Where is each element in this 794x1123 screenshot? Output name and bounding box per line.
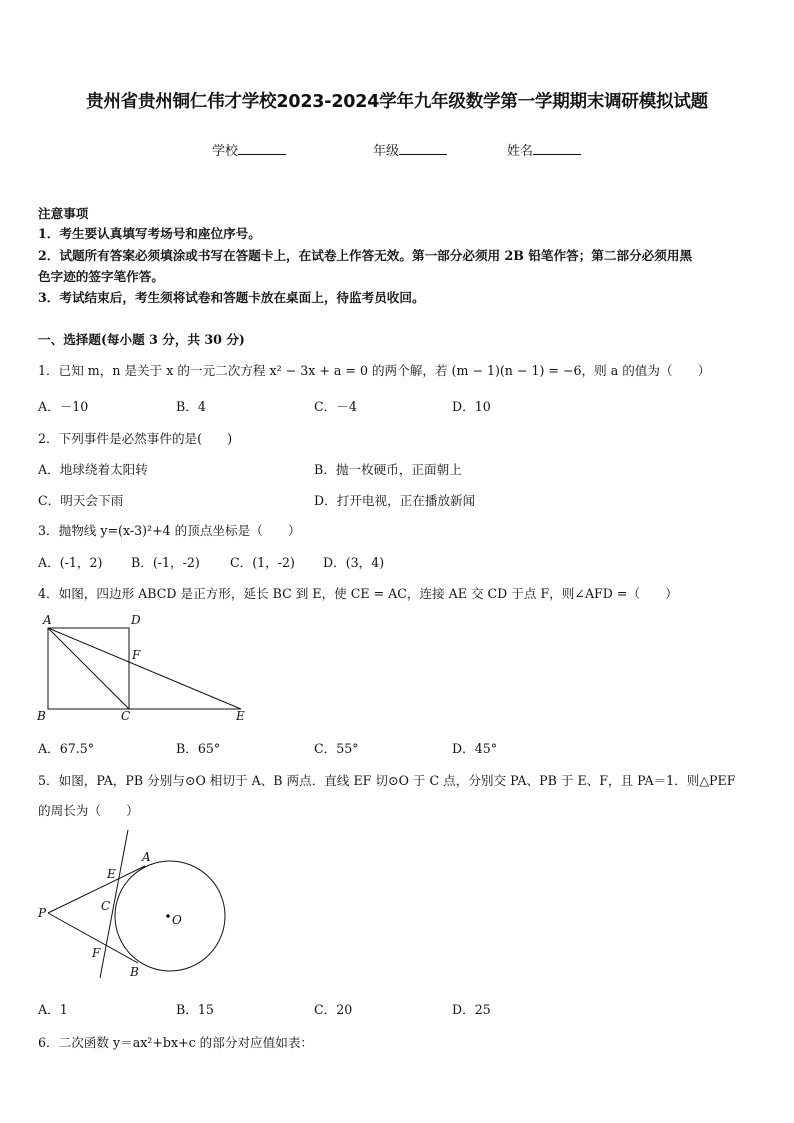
label-a: A xyxy=(43,613,52,627)
question-3: 3．抛物线 y=(x-3)²+4 的顶点坐标是（ ） xyxy=(38,523,301,538)
circle-tangent-diagram xyxy=(30,828,240,988)
q4-option-d: D．45° xyxy=(452,741,498,756)
q1-option-a: A．－10 xyxy=(38,399,89,414)
segment-ae xyxy=(48,628,241,709)
q2-option-d: D．打开电视，正在播放新闻 xyxy=(314,493,476,508)
q3-option-b: B．(-1，-2) xyxy=(131,555,200,570)
q1-option-c: C．－4 xyxy=(314,399,357,414)
grade-blank xyxy=(399,142,447,155)
label-o: O xyxy=(172,913,182,927)
q2-option-a: A．地球绕着太阳转 xyxy=(38,462,148,477)
name-field xyxy=(507,140,581,159)
q2-option-b: B．抛一枚硬币，正面朝上 xyxy=(314,462,462,477)
q3-option-a: A．(-1，2) xyxy=(38,555,103,570)
question-6: 6．二次函数 y＝ax²+bx+c 的部分对应值如表： xyxy=(38,1035,314,1050)
tangent-pa xyxy=(48,866,145,913)
notice-heading: 注意事项 xyxy=(38,206,89,221)
name-blank xyxy=(533,142,581,155)
page-title: 贵州省贵州铜仁伟才学校2023-2024学年九年级数学第一学期期末调研模拟试题 xyxy=(86,92,708,112)
question-4: 4．如图，四边形 ABCD 是正方形，延长 BC 到 E，使 CE = AC，连接 AE 交 CD 于点 F，则∠AFD =（ ） xyxy=(38,586,678,601)
center-point xyxy=(166,914,170,918)
square-diagram xyxy=(30,610,260,728)
q3-option-d: D．(3，4) xyxy=(323,555,385,570)
grade-field xyxy=(373,140,447,159)
circle-o xyxy=(115,861,225,971)
q4-option-a: A．67.5° xyxy=(38,741,95,756)
q4-option-b: B．65° xyxy=(176,741,221,756)
grade-label: 年级 xyxy=(373,144,400,159)
question-5-line1: 5．如图，PA，PB 分别与⊙O 相切于 A、B 两点．直线 EF 切⊙O 于 C 点，分别交 PA、PB 于 E、F，且 PA＝1．则△PEF xyxy=(38,773,736,788)
q5-option-a: A．1 xyxy=(38,1002,68,1017)
q5-option-b: B．15 xyxy=(176,1002,214,1017)
notice-item: 1．考生要认真填写考场号和座位序号。 xyxy=(38,226,261,241)
notice-item: 2．试题所有答案必须填涂或书写在答题卡上，在试卷上作答无效。第一部分必须用 2B 铅笔作答；第二部分必须用黑 xyxy=(38,248,693,263)
label-b: B xyxy=(130,965,139,979)
name-label: 姓名 xyxy=(507,144,534,159)
label-e: E xyxy=(107,867,116,881)
label-p: P xyxy=(38,906,47,920)
label-e: E xyxy=(236,709,245,723)
section-heading: 一、选择题(每小题 3 分，共 30 分) xyxy=(38,332,245,347)
school-field xyxy=(212,140,286,159)
label-f: F xyxy=(132,648,141,662)
question-1: 1．已知 m，n 是关于 x 的一元二次方程 x² − 3x + a = 0 的两个解，若 (m − 1)(n − 1) = −6，则 a 的值为（ ） xyxy=(38,363,711,378)
q1-option-b: B．4 xyxy=(176,399,206,414)
label-d: D xyxy=(131,613,141,627)
q1-option-d: D．10 xyxy=(452,399,491,414)
school-label: 学校 xyxy=(212,144,239,159)
question-2: 2．下列事件是必然事件的是( ) xyxy=(38,431,233,446)
notice-item: 3．考试结束后，考生须将试卷和答题卡放在桌面上，待监考员收回。 xyxy=(38,290,425,305)
school-blank xyxy=(238,142,286,155)
diagonal-ac xyxy=(48,628,129,709)
label-b: B xyxy=(37,709,46,723)
question-5-line2: 的周长为（ ） xyxy=(38,803,139,818)
q4-option-c: C．55° xyxy=(314,741,359,756)
label-c: C xyxy=(121,709,131,723)
notice-item: 色字迹的签字笔作答。 xyxy=(38,269,164,284)
label-f: F xyxy=(92,946,101,960)
label-a: A xyxy=(142,850,151,864)
q5-option-d: D．25 xyxy=(452,1002,491,1017)
q2-option-c: C．明天会下雨 xyxy=(38,493,124,508)
q5-option-c: C．20 xyxy=(314,1002,353,1017)
q3-option-c: C．(1，-2) xyxy=(230,555,295,570)
label-c: C xyxy=(101,899,111,913)
